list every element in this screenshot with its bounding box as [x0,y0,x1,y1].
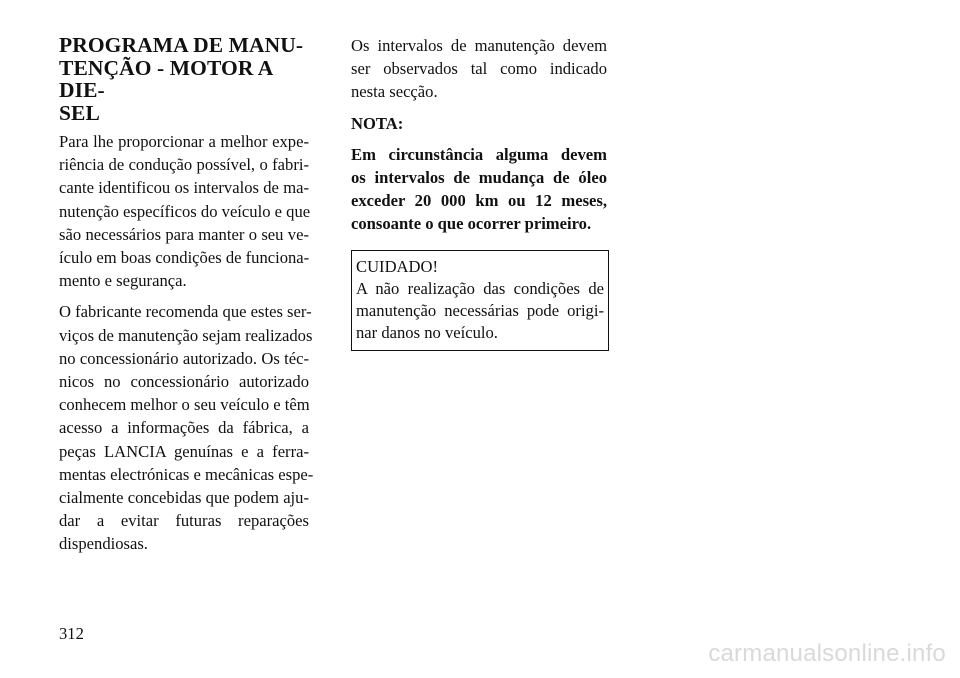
text-line: dar a evitar futuras reparações [59,511,309,531]
text-line: Para lhe proporcionar a melhor expe- [59,132,309,151]
text-line: O fabricante recomenda que estes ser- [59,302,312,322]
text-line: peças LANCIA genuínas e a ferra- [59,441,309,461]
text-line: nar danos no veículo. [356,322,498,342]
text-line: riência de condução possível, o fabri- [59,155,309,175]
text-line: nesta secção. [351,82,438,102]
text-line: ser observados tal como indicado [351,59,607,79]
dealer-paragraph [59,300,314,555]
text-line: cialmente concebidas que podem aju- [59,488,309,508]
heading-line: TENÇÃO - MOTOR A DIE- [59,55,273,102]
note-label: NOTA: [351,113,404,133]
text-line: consoante o que ocorrer primeiro. [351,214,592,234]
text-line: Os intervalos de manutenção devem [351,36,607,55]
caution-text [356,278,604,344]
text-line: acesso a informações da fábrica, a [59,418,309,438]
watermark: carmanualsonline.info [708,640,946,667]
text-line: cante identificou os intervalos de ma- [59,178,309,198]
text-line: no concessionário autorizado. Os téc- [59,348,309,368]
text-line: os intervalos de mudança de óleo [351,168,607,188]
text-line: Em circunstância alguma devem [351,144,607,164]
text-line: são necessários para manter o seu ve- [59,224,309,244]
text-line: mentas electrónicas e mecânicas espe- [59,464,314,484]
text-line: conhecem melhor o seu veículo e têm [59,395,310,415]
right-column [351,34,607,351]
text-line: exceder 20 000 km ou 12 meses, [351,191,607,211]
text-line: ículo em boas condições de funciona- [59,248,310,268]
intro-paragraph [59,130,309,292]
page-number: 312 [59,624,84,643]
text-line: mento e segurança. [59,271,187,291]
caution-box [351,250,609,351]
text-line: nutenção específicos do veículo e que [59,201,311,221]
left-column [59,33,314,564]
text-line: viços de manutenção sejam realizados [59,325,313,345]
heading-line: PROGRAMA DE MANU- [59,33,304,57]
text-line: dispendiosas. [59,534,148,554]
caution-title: CUIDADO! [356,256,439,276]
text-line: A não realização das condições de [356,278,604,298]
intervals-paragraph [351,34,607,104]
text-line: manutenção necessárias pode origi- [356,300,604,320]
text-line: nicos no concessionário autorizado [59,372,309,392]
heading-line: SEL [59,100,100,125]
section-heading [59,34,309,124]
note-text [351,143,607,236]
